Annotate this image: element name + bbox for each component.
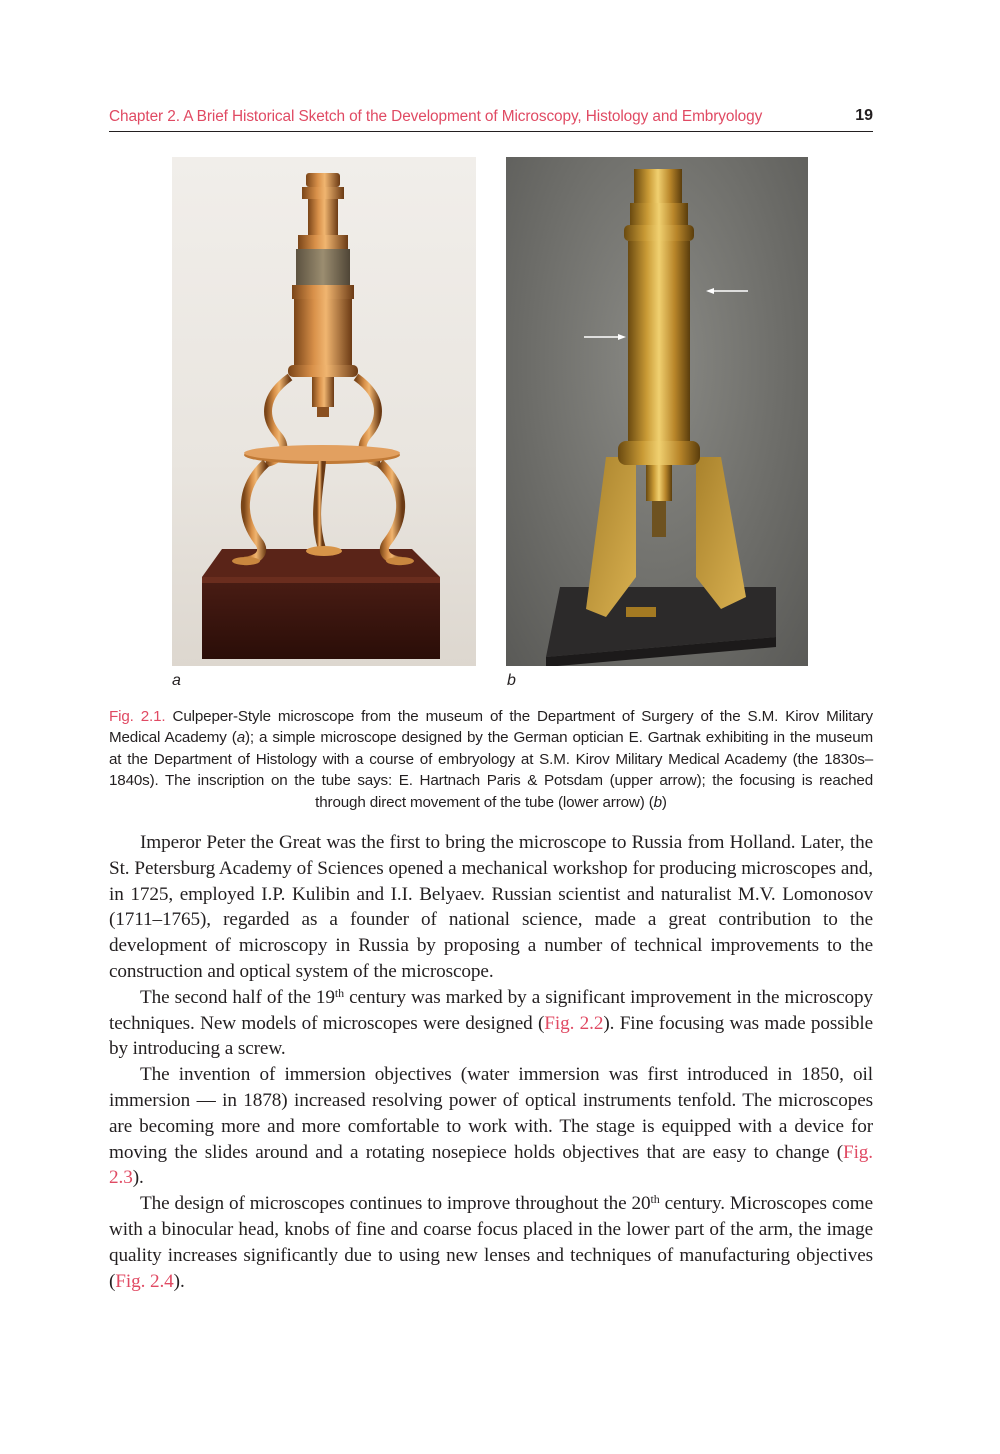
paragraph-2-superscript: th bbox=[334, 985, 345, 1000]
paragraph-3 bbox=[109, 1062, 873, 1191]
paragraph-4 bbox=[109, 1191, 873, 1294]
paragraph-3-text-1: The invention of immersion objectives (water immersion was first introduced in 1850, oil immersion — in 1878) increased resolving power of optical instruments tenfold. The microscopes are becoming more and more comfortable to work with. The stage is equipped with a device for moving the slides around and a rotating nosepiece holds objectives that are easy to change ( bbox=[109, 1064, 873, 1163]
chapter-title: Chapter 2. A Brief Historical Sketch of the Development of Microscopy, Histology and Embryology bbox=[109, 108, 763, 125]
figure-link-2-2[interactable]: Fig. 2.2 bbox=[544, 1012, 604, 1034]
caption-text-2: ); a simple microscope designed by the German optician E. Gartnak exhibiting in the museum at the Department of Histology with a course of embryology at S.M. Kirov Military Medical Academy (the 1830s–1840s). The inscription on the tube says: E. Hartnach Paris & Potsdam (upper arrow); the focusing is reached through direct movement of the tube (lower arrow) ( bbox=[109, 729, 874, 811]
running-header bbox=[109, 105, 873, 132]
paragraph-4-superscript: th bbox=[650, 1192, 660, 1207]
caption-ref-b: b bbox=[653, 793, 662, 811]
paragraph-4-text-3: ). bbox=[173, 1270, 185, 1292]
figure-label-a: a bbox=[172, 672, 181, 689]
paragraph-3-text-2: ). bbox=[132, 1167, 144, 1189]
caption-text-3: ) bbox=[661, 793, 667, 811]
paragraph-1: Imperor Peter the Great was the first to bring the microscope to Russia from Holland. Later, the St. Petersburg Academy of Sciences opened a mechanical workshop for producing microscopes and, in 1725, employed I.P. Kulibin and I.I. Belyaev. Russian scientist and naturalist M.V. Lomonosov (1711–1765), regarded as a founder of national science, made a great contribution to the development of microscopy in Russia by proposing a number of technical improvements to the construction and optical system of the microscope. bbox=[109, 832, 873, 982]
body-text bbox=[109, 830, 873, 1294]
caption-text-1: Culpeper-Style microscope from the museum of the Department of Surgery of the S.M. Kirov Military Medical Academy ( bbox=[109, 708, 873, 747]
paragraph-2-text-1: The second half of the 19 bbox=[140, 986, 335, 1008]
figure-link-2-3[interactable]: Fig. 2.3 bbox=[109, 1141, 873, 1189]
caption-label: Fig. 2.1. bbox=[109, 708, 166, 725]
paragraph-4-text-2: century. Microscopes come with a binocular head, knobs of fine and coarse focus placed in the lower part of the arm, the image quality increases significantly due to using new lenses and techniques of manufacturing objectives ( bbox=[109, 1193, 873, 1292]
caption-ref-a: a bbox=[236, 729, 245, 747]
paragraph-2 bbox=[109, 985, 873, 1062]
paragraph-4-text-1: The design of microscopes continues to improve throughout the 20 bbox=[140, 1193, 651, 1215]
page-number: 19 bbox=[855, 107, 873, 124]
culpeper-microscope-photo bbox=[172, 157, 476, 666]
figure-link-2-4[interactable]: Fig. 2.4 bbox=[115, 1270, 174, 1292]
figure-caption bbox=[109, 706, 873, 813]
paragraph-2-text-2: century was marked by a significant improvement in the microscopy techniques. New models of microscopes were designed ( bbox=[109, 986, 873, 1034]
figure-label-b: b bbox=[507, 672, 516, 689]
paragraph-2-text-3: ). Fine focusing was made possible by introducing a screw. bbox=[109, 1012, 873, 1060]
hartnack-microscope-photo bbox=[506, 157, 808, 666]
